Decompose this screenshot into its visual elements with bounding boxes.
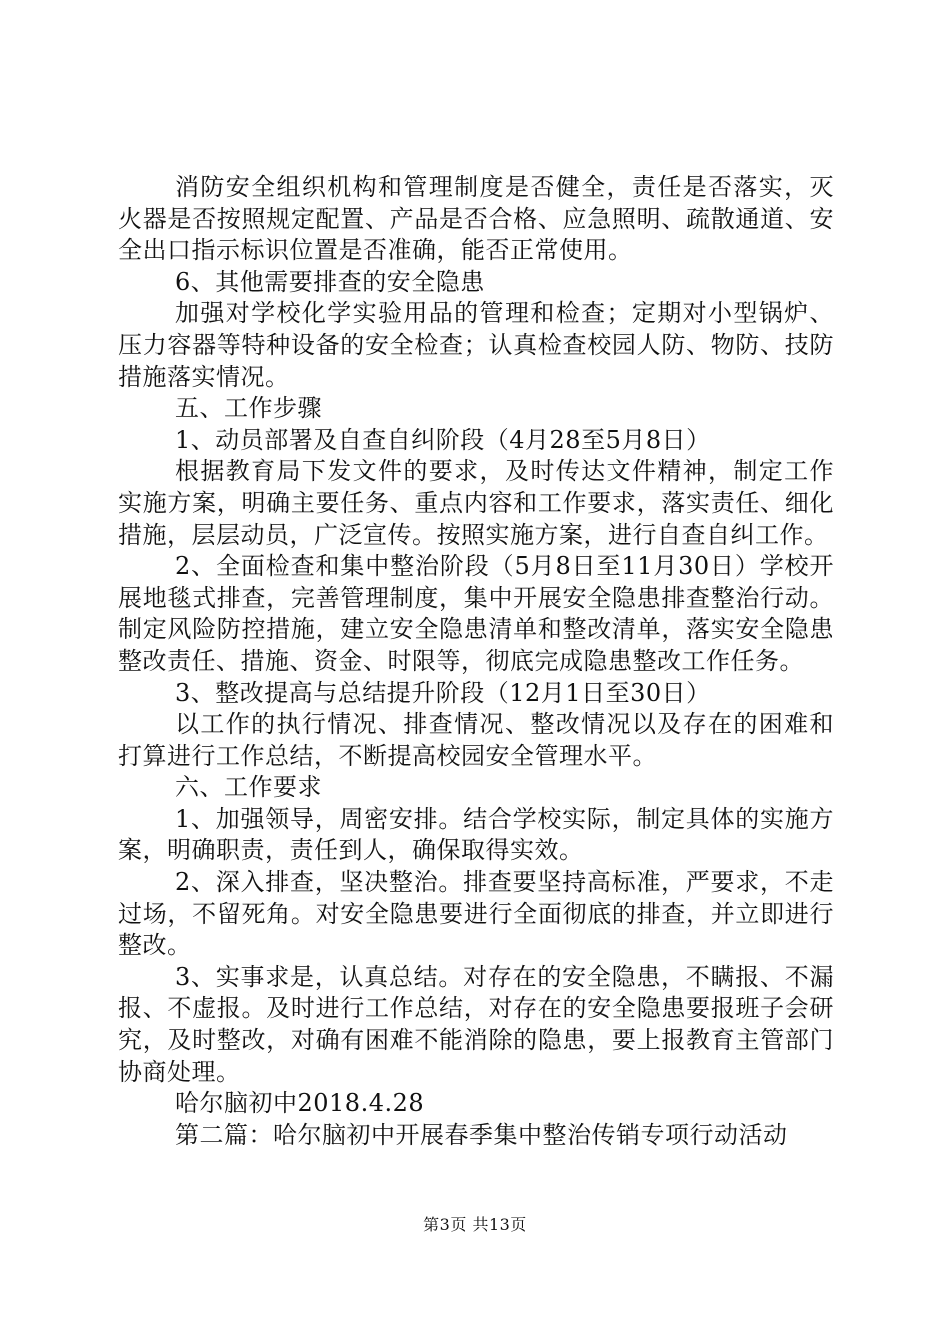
paragraph-requirement-2: 2、深入排查，坚决整治。排查要坚持高标准，严要求，不走过场，不留死角。对安全隐患要进行全面彻底的排查，并立即进行整改。	[118, 868, 834, 960]
paragraph-step-2: 2、全面检查和集中整治阶段（5月8日至11月30日）学校开展地毯式排查，完善管理制度，集中开展安全隐患排查整治行动。制定风险防控措施，建立安全隐患清单和整改清单，落实安全隐患整改责任、措施、资金、时限等，彻底完成隐患整改工作任务。	[118, 552, 834, 675]
page-number-footer: 第3页 共13页	[423, 1215, 527, 1234]
paragraph-fire-safety: 消防安全组织机构和管理制度是否健全，责任是否落实，灭火器是否按照规定配置、产品是否合格、应急照明、疏散通道、安全出口指示标识位置是否准确，能否正常使用。	[118, 173, 834, 265]
signature-line: 哈尔脑初中2018.4.28	[175, 1089, 425, 1118]
document-body	[118, 172, 834, 1151]
paragraph-requirement-1: 1、加强领导，周密安排。结合学校实际，制定具体的实施方案，明确职责，责任到人，确保取得实效。	[118, 804, 834, 865]
paragraph-step-1: 根据教育局下发文件的要求，及时传达文件精神，制定工作实施方案，明确主要任务、重点内容和工作要求，落实责任、细化措施，层层动员，广泛宣传。按照实施方案，进行自查自纠工作。	[118, 457, 834, 549]
heading-other-hazards: 6、其他需要排查的安全隐患	[175, 267, 485, 296]
heading-work-requirements: 六、工作要求	[175, 773, 322, 802]
paragraph-lab-inspection: 加强对学校化学实验用品的管理和检查；定期对小型锅炉、压力容器等特种设备的安全检查；认真检查校园人防、物防、技防措施落实情况。	[118, 299, 834, 391]
paragraph-step-3: 以工作的执行情况、排查情况、整改情况以及存在的困难和打算进行工作总结，不断提高校园安全管理水平。	[118, 710, 834, 770]
heading-step-3: 3、整改提高与总结提升阶段（12月1日至30日）	[175, 678, 711, 707]
heading-work-steps: 五、工作步骤	[175, 394, 322, 423]
next-article-title: 第二篇：哈尔脑初中开展春季集中整治传销专项行动活动	[175, 1120, 788, 1149]
paragraph-requirement-3: 3、实事求是，认真总结。对存在的安全隐患，不瞒报、不漏报、不虚报。及时进行工作总结，对存在的安全隐患要报班子会研究，及时整改，对确有困难不能消除的隐患，要上报教育主管部门协商处理。	[118, 962, 834, 1086]
heading-step-1: 1、动员部署及自查自纠阶段（4月28至5月8日）	[175, 425, 711, 454]
